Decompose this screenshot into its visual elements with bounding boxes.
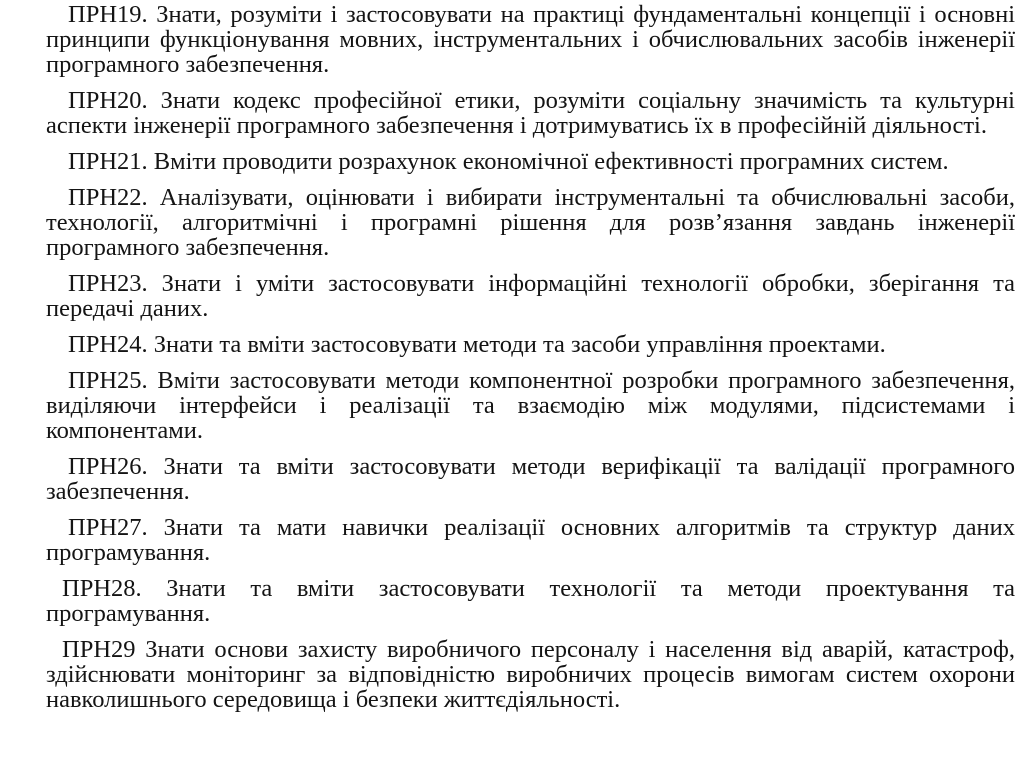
outcome-prn28: ПРН28. Знати та вміти застосовувати технології та методи проектування та програмування. — [46, 575, 1015, 627]
outcome-prn25: ПРН25. Вміти застосовувати методи компонентної розробки програмного забезпечення, виділяючи інтерфейси і реалізації та взаємодію між модулями, підсистемами і компонентами. — [46, 367, 1015, 444]
outcome-prn29: ПРН29 Знати основи захисту виробничого персоналу і населення від аварій, катастроф, здійснювати моніторинг за відповідністю виробничих процесів вимогам систем охорони навколишнього середовища і безпеки життєдіяльності. — [46, 636, 1015, 713]
outcome-prn24: ПРН24. Знати та вміти застосовувати методи та засоби управління проектами. — [68, 331, 886, 358]
outcome-prn27: ПРН27. Знати та мати навички реалізації основних алгоритмів та структур даних програмування. — [46, 514, 1015, 566]
outcome-prn23: ПРН23. Знати і уміти застосовувати інформаційні технології обробки, зберігання та передачі даних. — [46, 270, 1015, 322]
outcome-prn22: ПРН22. Аналізувати, оцінювати і вибирати інструментальні та обчислювальні засоби, технології, алгоритмічні і програмні рішення для розв’язання завдань інженерії програмного забезпечення. — [46, 184, 1015, 261]
outcome-prn20: ПРН20. Знати кодекс професійної етики, розуміти соціальну значимість та культурні аспекти інженерії програмного забезпечення і дотримуватись їх в професійній діяльності. — [46, 87, 1015, 139]
outcome-prn19: ПРН19. Знати, розуміти і застосовувати на практиці фундаментальні концепції і основні принципи функціонування мовних, інструментальних і обчислювальних засобів інженерії програмного забезпечення. — [46, 1, 1015, 78]
outcome-prn26: ПРН26. Знати та вміти застосовувати методи верифікації та валідації програмного забезпечення. — [46, 453, 1015, 505]
outcome-prn21: ПРН21. Вміти проводити розрахунок економічної ефективності програмних систем. — [68, 148, 949, 175]
